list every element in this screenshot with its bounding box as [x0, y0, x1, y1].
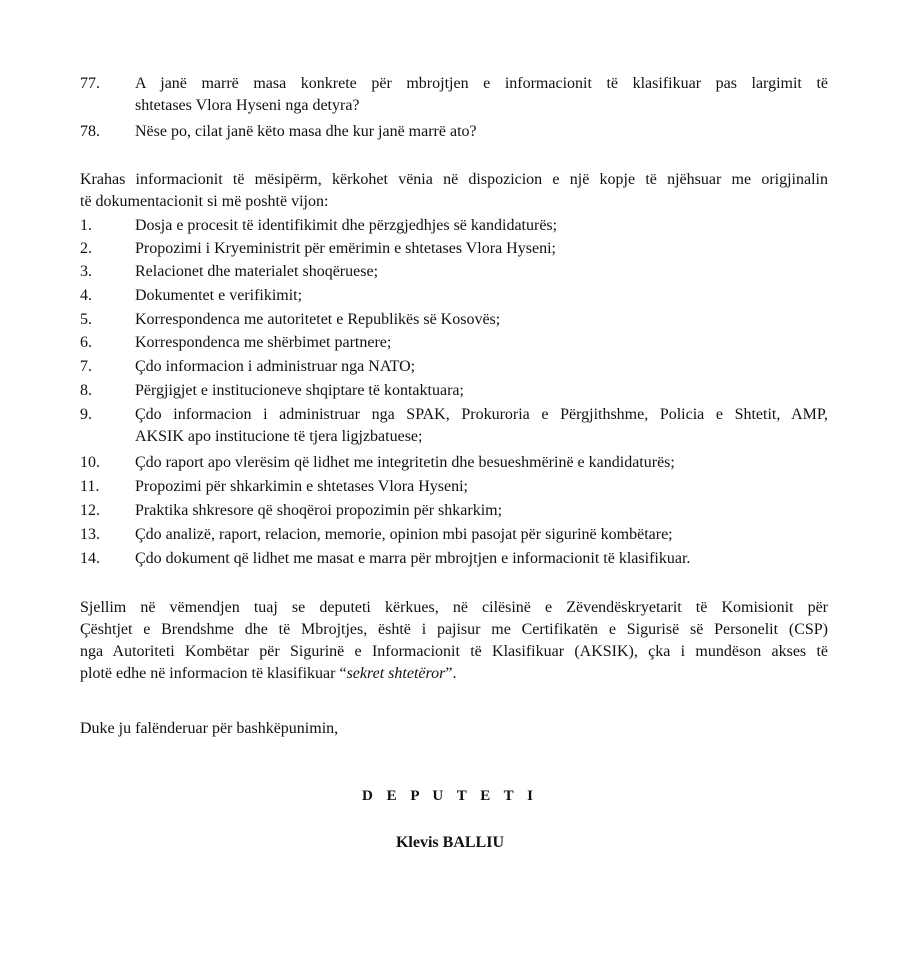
- list-number: 1.: [80, 217, 92, 234]
- attention-line2: Çështjet e Brendshme dhe të Mbrojtjes, është i pajisur me Certifikatën e Sigurisë së Personelit (CSP): [80, 621, 828, 638]
- question-text: Nëse po, cilat janë këto masa dhe kur janë marrë ato?: [135, 123, 477, 140]
- list-text: Çdo informacion i administruar nga NATO;: [135, 358, 416, 375]
- list-number: 4.: [80, 287, 92, 304]
- question-text-line2: shtetases Vlora Hyseni nga detyra?: [135, 97, 360, 114]
- list-number: 7.: [80, 358, 92, 375]
- attention-line1: Sjellim në vëmendjen tuaj se deputeti kërkues, në cilësinë e Zëvendëskryetarit të Komisionit për: [80, 599, 828, 616]
- list-text: Çdo analizë, raport, relacion, memorie, opinion mbi pasojat për sigurinë kombëtare;: [135, 526, 673, 543]
- list-text-line2: AKSIK apo institucione të tjera ligjzbatuese;: [135, 428, 423, 445]
- intro-paragraph: [80, 169, 828, 213]
- list-text: Çdo dokument që lidhet me masat e marra për mbrojtjen e informacionit të klasifikuar.: [135, 550, 691, 567]
- list-text: Relacionet dhe materialet shoqëruese;: [135, 263, 379, 280]
- question-number: 77.: [80, 75, 100, 92]
- attention-line3: nga Autoriteti Kombëtar për Sigurinë e Informacionit të Klasifikuar (AKSIK), çka i mundëson akses të: [80, 643, 828, 660]
- intro-line1: Krahas informacionit të mësipërm, kërkohet vënia në dispozicion e një kopje të njëhsuar me origjinalin: [80, 171, 828, 188]
- question-text: [135, 73, 828, 117]
- question-text-line1: A janë marrë masa konkrete për mbrojtjen e informacionit të klasifikuar pas largimit të: [135, 75, 828, 92]
- list-text: Çdo raport apo vlerësim që lidhet me integritetin dhe besueshmërinë e kandidaturës;: [135, 454, 675, 471]
- attention-paragraph: [80, 597, 828, 685]
- list-number: 6.: [80, 334, 92, 351]
- list-text: Dosja e procesit të identifikimit dhe përzgjedhjes së kandidaturës;: [135, 217, 558, 234]
- attention-line4: [80, 663, 828, 685]
- intro-line2: të dokumentacionit si më poshtë vijon:: [80, 193, 329, 210]
- classified-level: sekret shtetëror: [346, 665, 446, 682]
- list-number: 5.: [80, 311, 92, 328]
- list-text: Dokumentet e verifikimit;: [135, 287, 303, 304]
- list-number: 13.: [80, 526, 100, 543]
- list-number: 3.: [80, 263, 92, 280]
- list-text: Përgjigjet e institucioneve shqiptare të kontaktuara;: [135, 382, 464, 399]
- attention-line4-suffix: ”.: [445, 665, 457, 682]
- list-text: Korrespondenca me shërbimet partnere;: [135, 334, 392, 351]
- list-text: Propozimi për shkarkimin e shtetases Vlora Hyseni;: [135, 478, 468, 495]
- list-text: Propozimi i Kryeministrit për emërimin e shtetases Vlora Hyseni;: [135, 240, 556, 257]
- list-number: 2.: [80, 240, 92, 257]
- list-text: Praktika shkresore që shoqëroi propozimin për shkarkim;: [135, 502, 503, 519]
- list-number: 10.: [80, 454, 100, 471]
- list-number: 12.: [80, 502, 100, 519]
- list-number: 14.: [80, 550, 100, 567]
- signature-name: Klevis BALLIU: [395, 834, 504, 851]
- list-text-line1: Çdo informacion i administruar nga SPAK, Prokuroria e Përgjithshme, Policia e Shtetit, AMP,: [135, 406, 828, 423]
- question-number: 78.: [80, 123, 100, 140]
- list-number: 11.: [80, 478, 100, 495]
- signature-title: D E P U T E T I: [361, 788, 539, 804]
- closing-line: Duke ju falënderuar për bashkëpunimin,: [80, 720, 339, 737]
- attention-line4-prefix: plotë edhe në informacion të klasifikuar “: [80, 665, 347, 682]
- list-number: 8.: [80, 382, 92, 399]
- list-text: [135, 404, 828, 448]
- list-number: 9.: [80, 406, 92, 423]
- list-text: Korrespondenca me autoritetet e Republikës së Kosovës;: [135, 311, 501, 328]
